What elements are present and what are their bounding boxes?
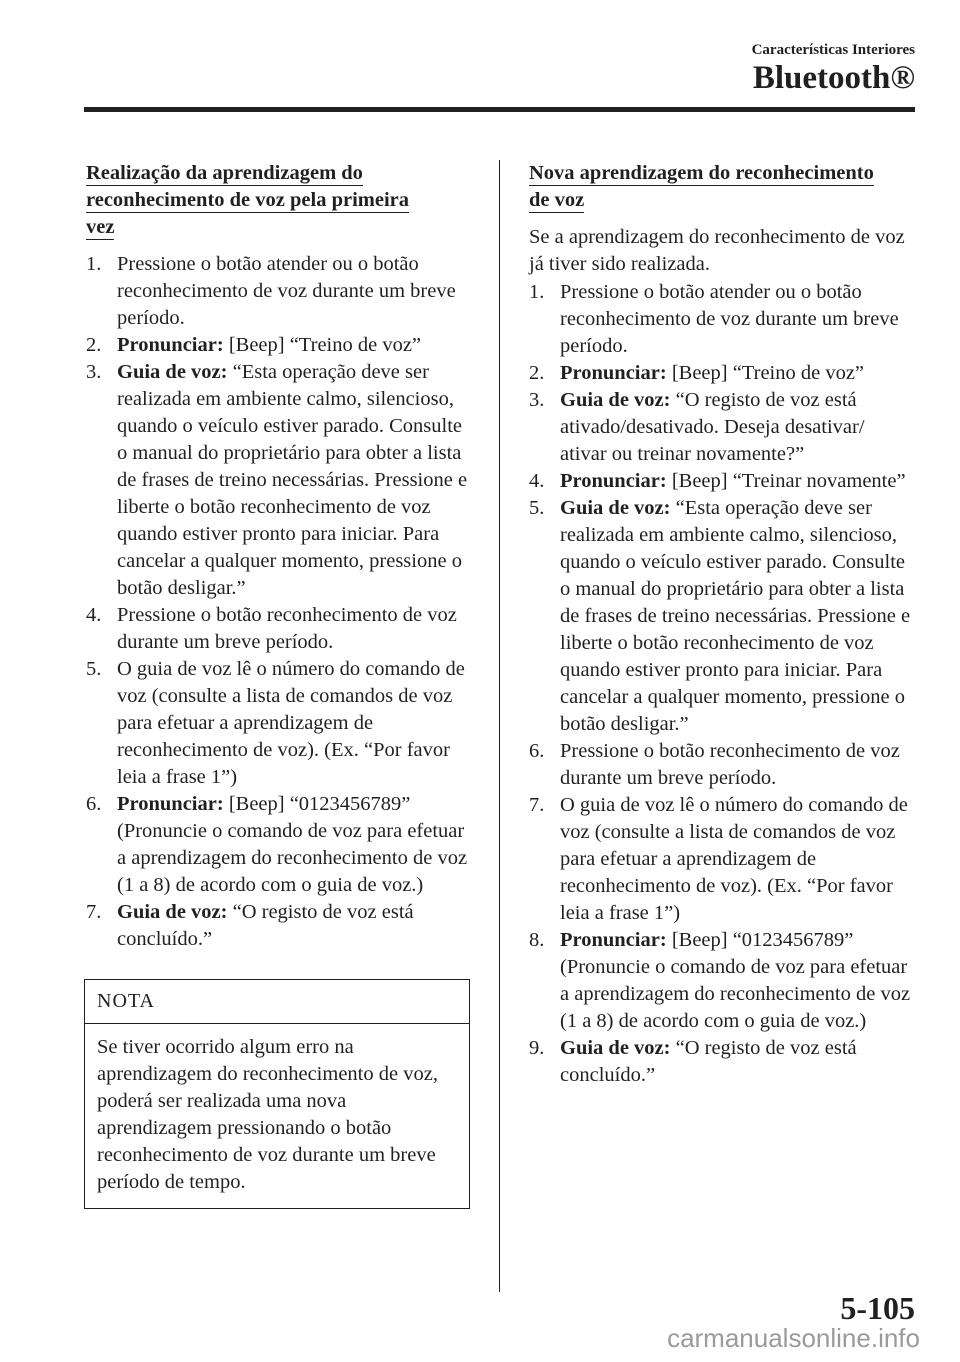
heading-line: vez [86, 216, 115, 238]
right-column [529, 160, 915, 1089]
heading-line: Nova aprendizagem do reconhecimento [529, 162, 874, 184]
step-text: Pressione o botão atender ou o botão reconhecimento de voz durante um breve período. [117, 253, 456, 329]
step-item [529, 792, 915, 927]
step-item [529, 1035, 915, 1089]
step-item [86, 332, 472, 359]
step-number: 5. [529, 497, 545, 519]
step-text: Pressione o botão reconhecimento de voz durante um breve período. [560, 740, 900, 789]
note-title: NOTA [85, 980, 469, 1024]
step-number: 7. [529, 794, 545, 816]
step-text: [Beep] “Treinar novamente” [666, 470, 906, 492]
step-item [529, 387, 915, 468]
step-text: Pressione o botão reconhecimento de voz durante um breve período. [117, 604, 457, 653]
step-number: 4. [86, 604, 102, 626]
step-item [86, 656, 472, 791]
step-label: Guia de voz: [560, 497, 671, 519]
step-number: 8. [529, 929, 545, 951]
step-number: 9. [529, 1037, 545, 1059]
section-title: Características Interiores [751, 42, 915, 58]
left-column [86, 160, 472, 1209]
step-text: [Beep] “Treino de voz” [666, 362, 865, 384]
step-text: “O registo de voz está concluído.” [560, 1037, 857, 1086]
intro-text: Se a aprendizagem do reconhecimento de voz já tiver sido realizada. [529, 226, 905, 275]
step-number: 3. [529, 389, 545, 411]
step-item [529, 738, 915, 792]
step-item [86, 602, 472, 656]
step-number: 2. [86, 334, 102, 356]
step-number: 6. [529, 740, 545, 762]
left-steps-list [86, 251, 472, 953]
step-label: Pronunciar: [117, 793, 224, 815]
step-item [529, 927, 915, 1035]
step-item [86, 251, 472, 332]
step-label: Guia de voz: [560, 389, 671, 411]
page-number: 5-105 [840, 1290, 915, 1326]
page-title: Bluetooth® [752, 60, 915, 96]
step-text: O guia de voz lê o número do comando de voz (consulte a lista de comandos de voz para efetuar a aprendizagem de reconhecimento de voz). (Ex. “Por favor leia a frase 1”) [560, 794, 908, 924]
note-box [84, 979, 470, 1209]
step-text: [Beep] “0123456789” (Pronuncie o comando de voz para efetuar a aprendizagem do reconhecimento de voz (1 a 8) de acordo com o guia de voz.) [560, 929, 911, 1032]
step-text: [Beep] “0123456789” (Pronuncie o comando de voz para efetuar a aprendizagem do reconhecimento de voz (1 a 8) de acordo com o guia de voz.) [117, 793, 468, 896]
step-label: Pronunciar: [117, 334, 224, 356]
heading-line: Realização da aprendizagem do [86, 162, 363, 184]
step-number: 7. [86, 901, 102, 923]
right-section-heading [529, 160, 915, 214]
step-label: Guia de voz: [117, 901, 228, 923]
step-number: 5. [86, 658, 102, 680]
step-text: “Esta operação deve ser realizada em ambiente calmo, silencioso, quando o veículo estiver parado. Consulte o manual do proprietário para obter a lista de frases de treino necessárias. Pressione e liberte o botão reconhecimento de voz quando estiver pronto para iniciar. Para cancelar a qualquer momento, pressione o botão desligar.” [560, 497, 911, 735]
step-text: [Beep] “Treino de voz” [223, 334, 422, 356]
step-label: Pronunciar: [560, 470, 667, 492]
step-item [529, 360, 915, 387]
step-item [86, 899, 472, 953]
step-text: “O registo de voz está ativado/desativado. Deseja desativar/ ativar ou treinar novamente?” [560, 389, 865, 465]
step-item [529, 495, 915, 738]
watermark-text: carmanualsonline.info [667, 1323, 920, 1353]
step-text: “Esta operação deve ser realizada em ambiente calmo, silencioso, quando o veículo estiver parado. Consulte o manual do proprietário para obter a lista de frases de treino necessárias. Pressione e liberte o botão reconhecimento de voz quando estiver pronto para iniciar. Para cancelar a qualquer momento, pressione o botão desligar.” [117, 361, 468, 599]
step-text: Pressione o botão atender ou o botão reconhecimento de voz durante um breve período. [560, 281, 899, 357]
header-divider [84, 107, 915, 112]
step-label: Guia de voz: [560, 1037, 671, 1059]
step-number: 2. [529, 362, 545, 384]
step-label: Pronunciar: [560, 929, 667, 951]
step-number: 1. [529, 281, 545, 303]
step-text: “O registo de voz está concluído.” [117, 901, 414, 950]
left-section-heading [86, 160, 472, 241]
step-label: Pronunciar: [560, 362, 667, 384]
step-label: Guia de voz: [117, 361, 228, 383]
column-divider [499, 160, 500, 1292]
step-item [529, 279, 915, 360]
step-item [86, 791, 472, 899]
step-number: 6. [86, 793, 102, 815]
step-item [529, 468, 915, 495]
right-steps-list [529, 279, 915, 1089]
note-body: Se tiver ocorrido algum erro na aprendizagem do reconhecimento de voz, poderá ser realizada uma nova aprendizagem pressionando o botão reconhecimento de voz durante um breve período de tempo. [97, 1036, 438, 1193]
heading-line: reconhecimento de voz pela primeira [86, 189, 409, 211]
heading-line: de voz [529, 189, 585, 211]
step-number: 4. [529, 470, 545, 492]
step-item [86, 359, 472, 602]
step-text: O guia de voz lê o número do comando de voz (consulte a lista de comandos de voz para efetuar a aprendizagem de reconhecimento de voz). (Ex. “Por favor leia a frase 1”) [117, 658, 465, 788]
step-number: 1. [86, 253, 102, 275]
step-number: 3. [86, 361, 102, 383]
